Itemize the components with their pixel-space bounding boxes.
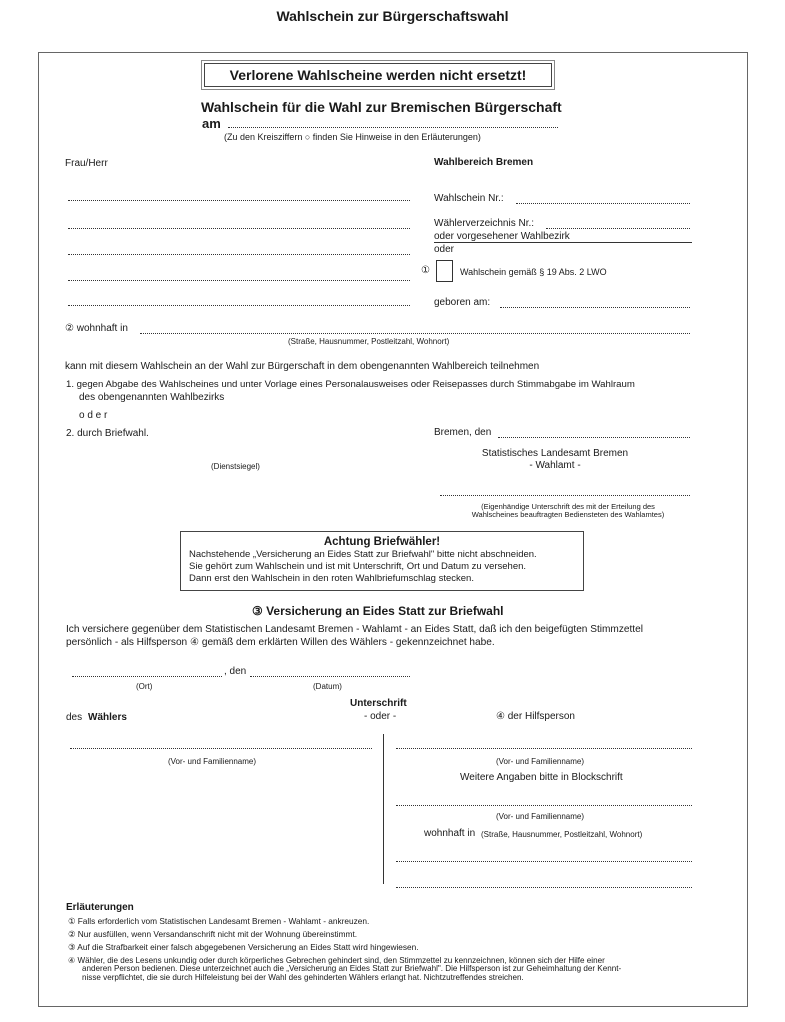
waehler-name-hint: (Vor- und Familienname) [168,757,257,766]
hilfsperson-signature-hint: (Vor- und Familienname) [496,757,585,766]
waehlerverzeichnis-field[interactable] [546,228,690,229]
geboren-label: geboren am: [434,297,491,308]
address-hint: (Straße, Hausnummer, Postleitzahl, Wohnort) [288,337,450,346]
hilfsperson-address-hint: (Straße, Hausnummer, Postleitzahl, Wohnort) [481,830,643,839]
bremen-den-field[interactable] [498,437,690,438]
briefwaehler-notice [180,531,584,591]
name-field-2[interactable] [68,228,410,229]
wohnhaft-field[interactable] [140,333,690,334]
signature-divider [383,734,384,884]
versicherung-heading: ③ Versicherung an Eides Statt zur Briefwahl [252,604,504,618]
dienstsiegel-label: (Dienstsiegel) [211,462,260,471]
hilfsperson-name-hint: (Vor- und Familienname) [496,812,585,821]
form-heading: Wahlschein für die Wahl zur Bremischen Bürgerschaft [201,99,562,115]
waehler-name-field[interactable] [70,748,372,749]
datum-field[interactable] [250,676,410,677]
note-1: ① Falls erforderlich vom Statistischen Landesamt Bremen - Wahlamt - ankreuzen. [68,916,370,926]
briefwaehler-line-3: Dann erst den Wahlschein in den roten Wahlbriefumschlag stecken. [189,573,474,584]
wohnhaft-label: ② wohnhaft in [65,323,128,334]
name-field-1[interactable] [68,200,410,201]
geboren-field[interactable] [500,307,690,308]
warning-box: Verlorene Wahlscheine werden nicht ersetzt! [204,63,552,87]
circle-1-marker: ① [421,265,430,276]
name-field-5[interactable] [68,305,410,306]
den-label: , den [224,666,247,677]
lwo-checkbox[interactable] [436,260,453,282]
election-date-field[interactable] [228,127,558,128]
frau-herr-label: Frau/Herr [65,158,108,169]
wahlschein-nr-field[interactable] [516,203,690,204]
note-2: ② Nur ausfüllen, wenn Versandanschrift nicht mit der Wohnung übereinstimmt. [68,929,358,939]
wahlbezirk-label: oder vorgesehener Wahlbezirk [434,231,570,242]
bremen-den-label: Bremen, den [434,427,492,438]
wahlschein-nr-label: Wahlschein Nr.: [434,193,504,204]
datum-label: (Datum) [313,682,342,691]
election-date-label: am [202,116,221,131]
oder-spaced: o d e r [79,410,108,421]
kann-text: kann mit diesem Wahlschein an der Wahl zur Bürgerschaft in dem obengenannten Wahlbereich teilnehmen [65,361,540,372]
note-4-line-2: anderen Person bedienen. Diese unterzeichnet auch die „Versicherung an Eides Statt zur Briefwahl". Die Hilfsperson ist zur Geheimhaltung der Kennt- [82,964,622,973]
official-signature-field[interactable] [440,495,690,496]
item-1-line-1: 1. gegen Abgabe des Wahlscheines und unter Vorlage eines Personalausweises oder Reisepasses durch Stimmabgabe im Wahlraum [66,379,635,390]
note-3: ③ Auf die Strafbarkeit einer falsch abgegebenen Versicherung an Eides Statt wird hingewiesen. [68,942,419,952]
name-field-4[interactable] [68,280,410,281]
hilfsperson-name-field[interactable] [396,805,692,806]
waehlerverzeichnis-label: Wählerverzeichnis Nr.: [434,218,535,229]
note-4-line-1: ④ Wähler, die des Lesens unkundig oder durch körperliches Gebrechen gehindert sind, den Stimmzettel zu kennzeichnen, können sich der Hilfe einer [68,956,605,965]
lwo-label: Wahlschein gemäß § 19 Abs. 2 LWO [460,267,607,277]
briefwaehler-line-2: Sie gehört zum Wahlschein und ist mit Unterschrift, Ort und Datum zu versehen. [189,561,527,572]
document-title: Wahlschein zur Bürgerschaftswahl [276,8,509,24]
ort-label: (Ort) [136,682,153,691]
name-field-3[interactable] [68,254,410,255]
hilfsperson-signature-field[interactable] [396,748,692,749]
ort-field[interactable] [72,676,222,677]
form-frame [38,52,748,1007]
wahlbereich-label: Wahlbereich Bremen [434,157,534,168]
hilfsperson-label: ④ der Hilfsperson [496,711,575,722]
erlaeuterungen-heading: Erläuterungen [66,902,134,913]
wahlbezirk-underline [434,242,692,243]
oder-separator: - oder - [364,711,397,722]
official-signature-hint-1: (Eigenhändige Unterschrift des mit der Erteilung des [481,502,655,511]
des-label: des [66,712,83,723]
note-4-line-3: nisse verpflichtet, die sie durch Hilfeleistung bei der Wahl des gehinderten Wählers erlangt hat. Nichtzutreffendes streichen. [82,973,524,982]
item-2: 2. durch Briefwahl. [66,428,149,439]
amt-line-1: Statistisches Landesamt Bremen [481,448,629,459]
waehlers-label: Wählers [88,712,127,723]
briefwaehler-line-1: Nachstehende „Versicherung an Eides Statt zur Briefwahl" bitte nicht abschneiden. [189,549,537,560]
hilfsperson-address-field-1[interactable] [396,861,692,862]
item-1-line-2: des obengenannten Wahlbezirks [79,392,225,403]
official-signature-hint-2: Wahlscheines beauftragten Bediensteten des Wahlamtes) [471,510,665,519]
circle-note: (Zu den Kreisziffern ○ finden Sie Hinweise in den Erläuterungen) [224,132,481,142]
oder-label: oder [434,244,455,255]
weitere-angaben: Weitere Angaben bitte in Blockschrift [460,772,623,783]
versicherung-text-1: Ich versichere gegenüber dem Statistischen Landesamt Bremen - Wahlamt - an Eides Statt, daß ich den beigefügten Stimmzettel [66,624,643,635]
hilfsperson-address-field-2[interactable] [396,887,692,888]
versicherung-text-2: persönlich - als Hilfsperson ④ gemäß dem erklärten Willen des Wählers - gekennzeichnet habe. [66,637,495,648]
amt-line-2: - Wahlamt - [529,460,581,471]
unterschrift-label: Unterschrift [350,698,407,709]
briefwaehler-heading: Achtung Briefwähler! [323,536,441,548]
hilfsperson-wohnhaft-label: wohnhaft in [424,828,476,839]
